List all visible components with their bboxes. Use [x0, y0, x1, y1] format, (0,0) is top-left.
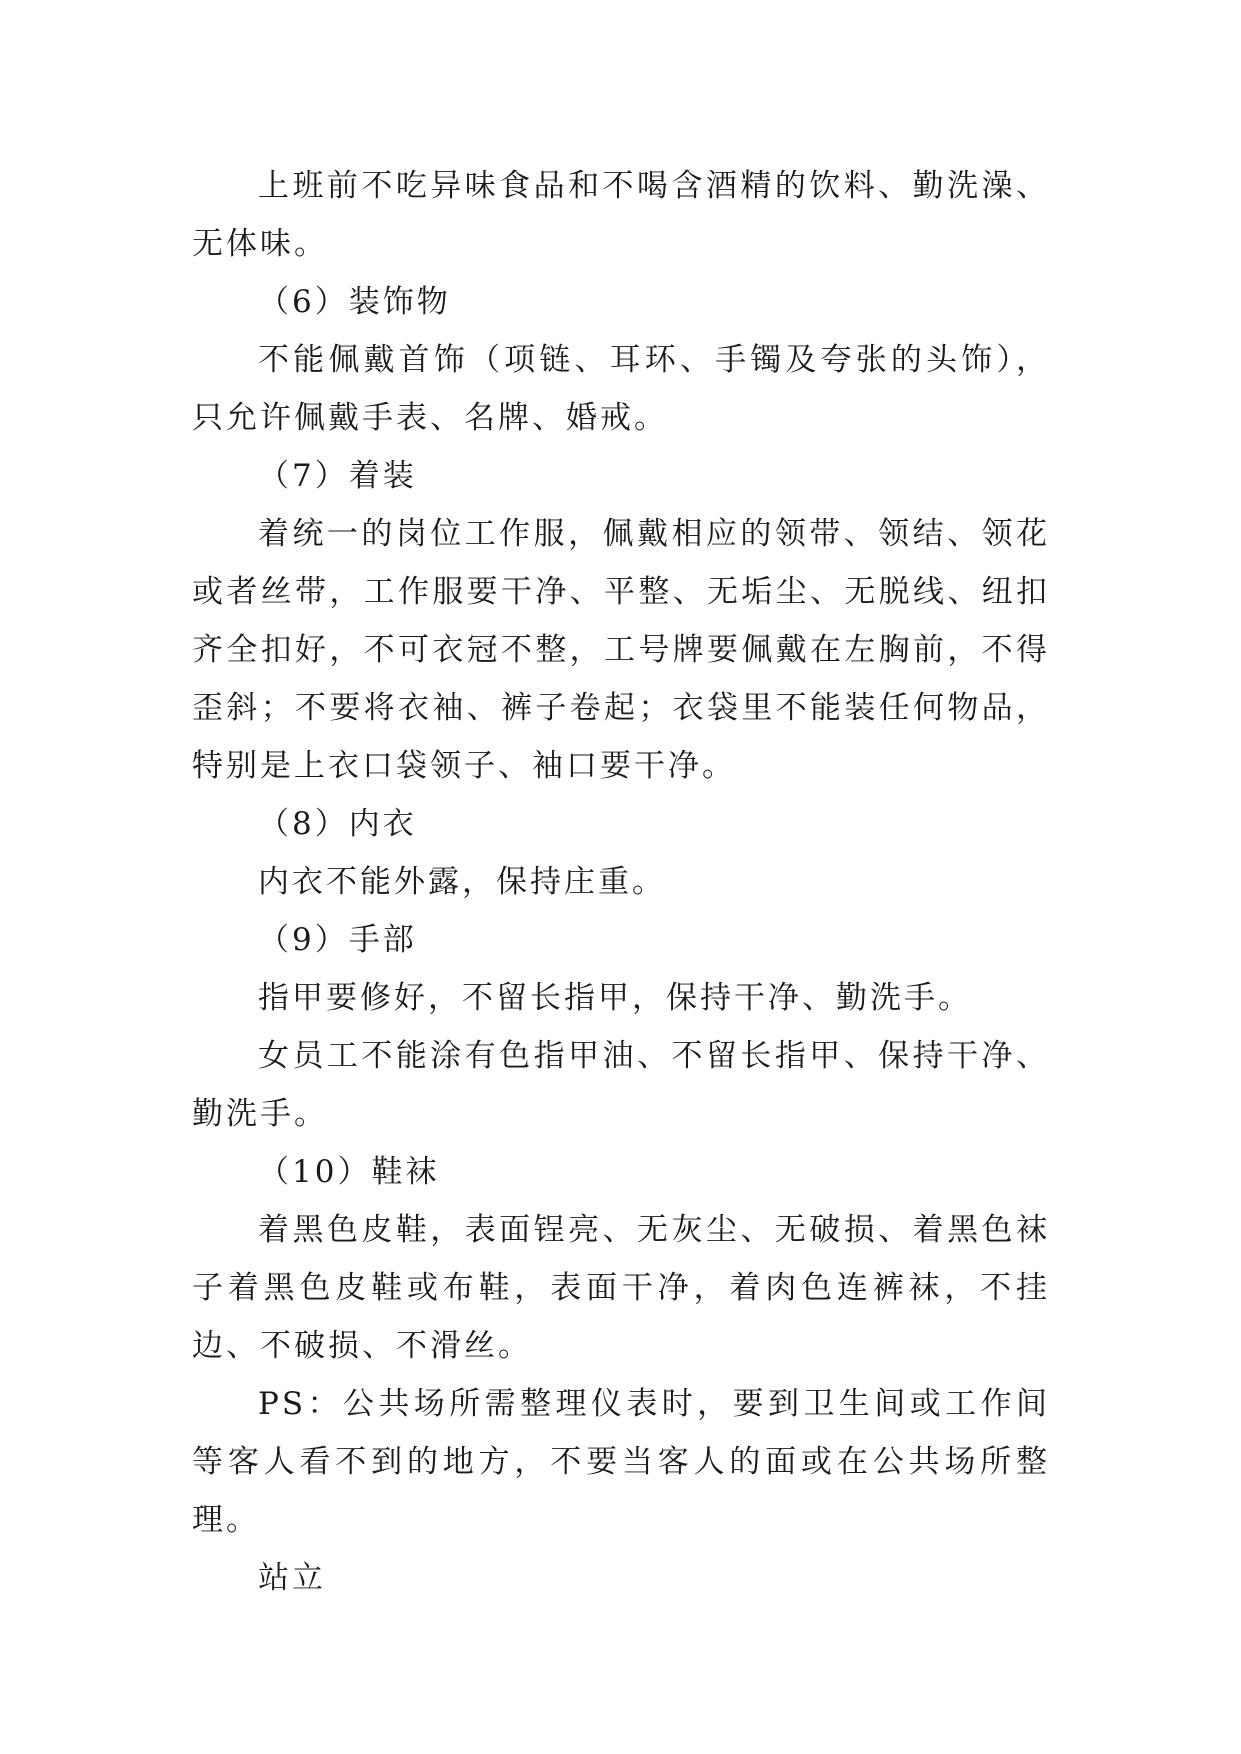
heading-attire: （7）着装 [258, 458, 417, 494]
paragraph-hygiene: 上班前不吃异味食品和不喝含酒精的饮料、勤洗澡、无体味。 [192, 168, 1050, 262]
paragraph-accessories: 不能佩戴首饰（项链、耳环、手镯及夸张的头饰），只允许佩戴手表、名牌、婚戒。 [192, 342, 1050, 436]
document-body [192, 157, 1050, 1607]
heading-shoes-socks: （10）鞋袜 [258, 1154, 440, 1190]
heading-hands: （9）手部 [258, 922, 417, 958]
heading-accessories: （6）装饰物 [258, 284, 451, 320]
paragraph-underwear: 内衣不能外露，保持庄重。 [258, 864, 666, 900]
paragraph-attire: 着统一的岗位工作服，佩戴相应的领带、领结、领花或者丝带，工作服要干净、平整、无垢尘、无脱线、纽扣齐全扣好，不可衣冠不整，工号牌要佩戴在左胸前，不得歪斜；不要将衣袖、裤子卷起；衣袋里不能装任何物品，特别是上衣口袋领子、袖口要干净。 [192, 516, 1050, 784]
paragraph-hands: 指甲要修好，不留长指甲，保持干净、勤洗手。 [258, 980, 972, 1016]
paragraph-hands-female: 女员工不能涂有色指甲油、不留长指甲、保持干净、勤洗手。 [192, 1038, 1050, 1132]
paragraph-standing: 站立 [258, 1560, 326, 1596]
heading-underwear: （8）内衣 [258, 806, 417, 842]
paragraph-ps-note: PS：公共场所需整理仪表时，要到卫生间或工作间等客人看不到的地方，不要当客人的面或在公共场所整理。 [192, 1386, 1050, 1538]
paragraph-shoes-socks: 着黑色皮鞋，表面锃亮、无灰尘、无破损、着黑色袜子着黑色皮鞋或布鞋，表面干净，着肉色连裤袜，不挂边、不破损、不滑丝。 [192, 1212, 1050, 1364]
